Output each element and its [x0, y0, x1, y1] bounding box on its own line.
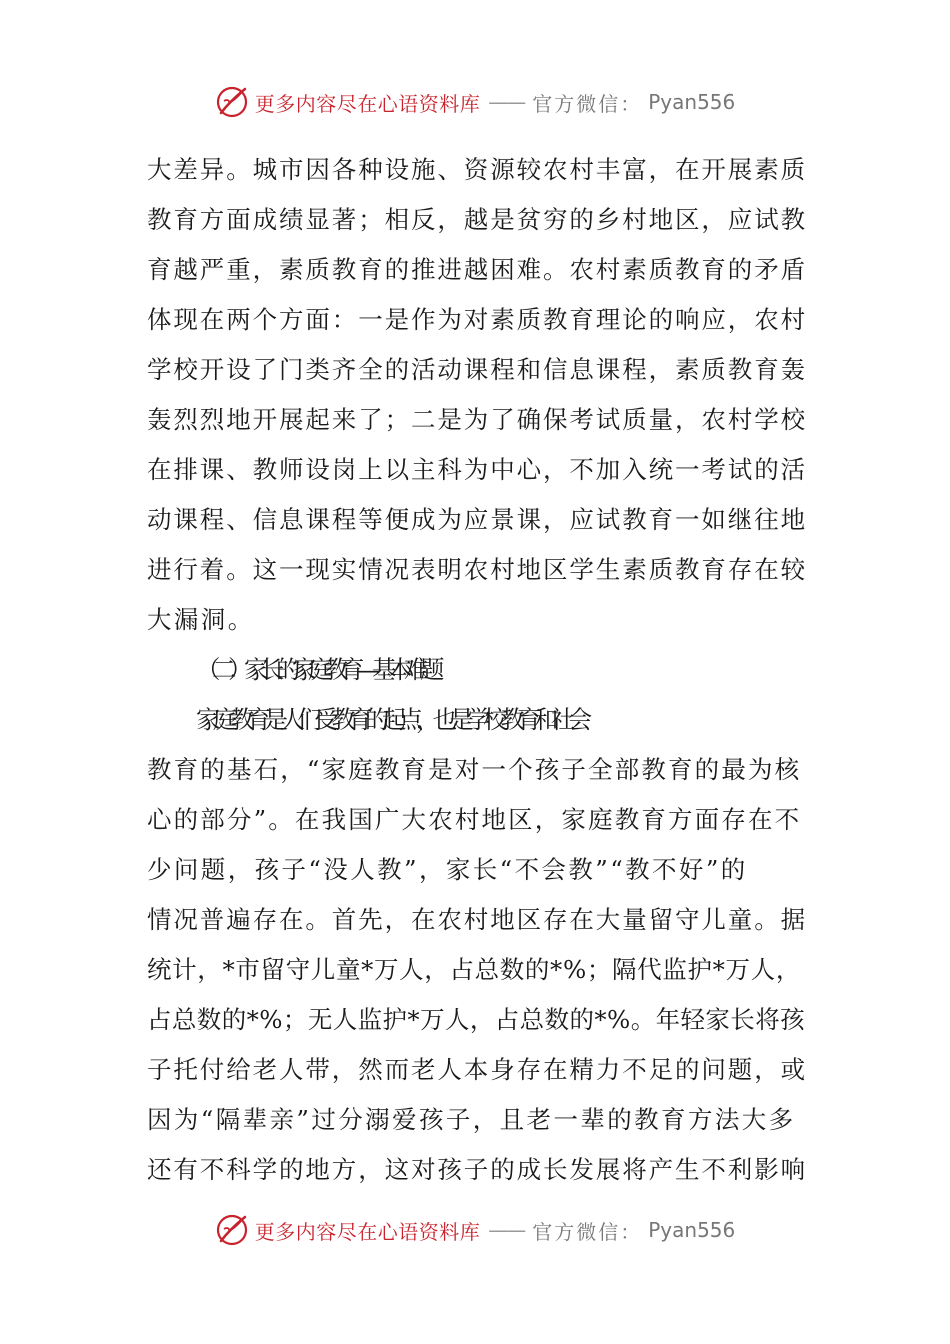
body-line: 大差异。城市因各种设施、资源较农村丰富，在开展素质 — [147, 155, 807, 184]
quill-logo-icon — [215, 1213, 249, 1247]
banner-subtitle: 官方微信： — [532, 91, 643, 116]
body-line: 家庭教育是人们受教育的起点，也是学校教育和社会 — [196, 705, 585, 734]
body-line: 因为“隔辈亲”过分溺爱孩子，且老一辈的教育方法大多 — [147, 1105, 796, 1134]
body-line: 教育方面成绩显著；相反，越是贫穷的乡村地区，应试教 — [147, 205, 807, 234]
body-line: 少问题，孩子“没人教”，家长“不会教”“教不好”的 — [147, 855, 748, 884]
section-heading: （二）家长的家庭教育—基本难题 — [196, 655, 436, 684]
body-line: 心的部分”。在我国广大农村地区，家庭教育方面存在不 — [147, 805, 802, 834]
banner-dash: —— — [488, 90, 525, 114]
body-line: 统计，*市留守儿童*万人，占总数的*%；隔代监护*万人， — [147, 955, 801, 984]
body-line: 体现在两个方面：一是作为对素质教育理论的响应，农村 — [147, 305, 807, 334]
body-line: 占总数的*%；无人监护*万人，占总数的*%。年轻家长将孩 — [147, 1005, 806, 1034]
body-line: 学校开设了门类齐全的活动课程和信息课程，素质教育轰 — [147, 355, 807, 384]
body-line: 动课程、信息课程等便成为应景课，应试教育一如继往地 — [147, 505, 807, 534]
body-line: 子托付给老人带，然而老人本身存在精力不足的问题，或 — [147, 1055, 807, 1084]
quill-logo-icon — [215, 85, 249, 119]
banner-wechat-id: Pyan556 — [648, 1218, 736, 1242]
body-line: 教育的基石，“家庭教育是对一个孩子全部教育的最为核 — [147, 755, 802, 784]
banner-title: 更多内容尽在心语资料库 — [254, 1219, 481, 1244]
body-line: 进行着。这一现实情况表明农村地区学生素质教育存在较 — [147, 555, 807, 584]
body-line: 情况普遍存在。首先，在农村地区存在大量留守儿童。据 — [147, 905, 807, 934]
body-line: 育越严重，素质教育的推进越困难。农村素质教育的矛盾 — [147, 255, 807, 284]
body-line: 大漏洞。 — [147, 605, 255, 634]
body-line: 还有不科学的地方，这对孩子的成长发展将产生不利影响 — [147, 1155, 807, 1184]
body-line: 在排课、教师设岗上以主科为中心，不加入统一考试的活 — [147, 455, 807, 484]
banner-subtitle: 官方微信： — [532, 1219, 643, 1244]
body-line: 轰烈烈地开展起来了；二是为了确保考试质量，农村学校 — [147, 405, 807, 434]
header-banner — [0, 82, 950, 122]
banner-wechat-id: Pyan556 — [648, 90, 736, 114]
banner-title: 更多内容尽在心语资料库 — [254, 91, 481, 116]
footer-banner — [0, 1210, 950, 1250]
banner-dash: —— — [488, 1218, 525, 1242]
